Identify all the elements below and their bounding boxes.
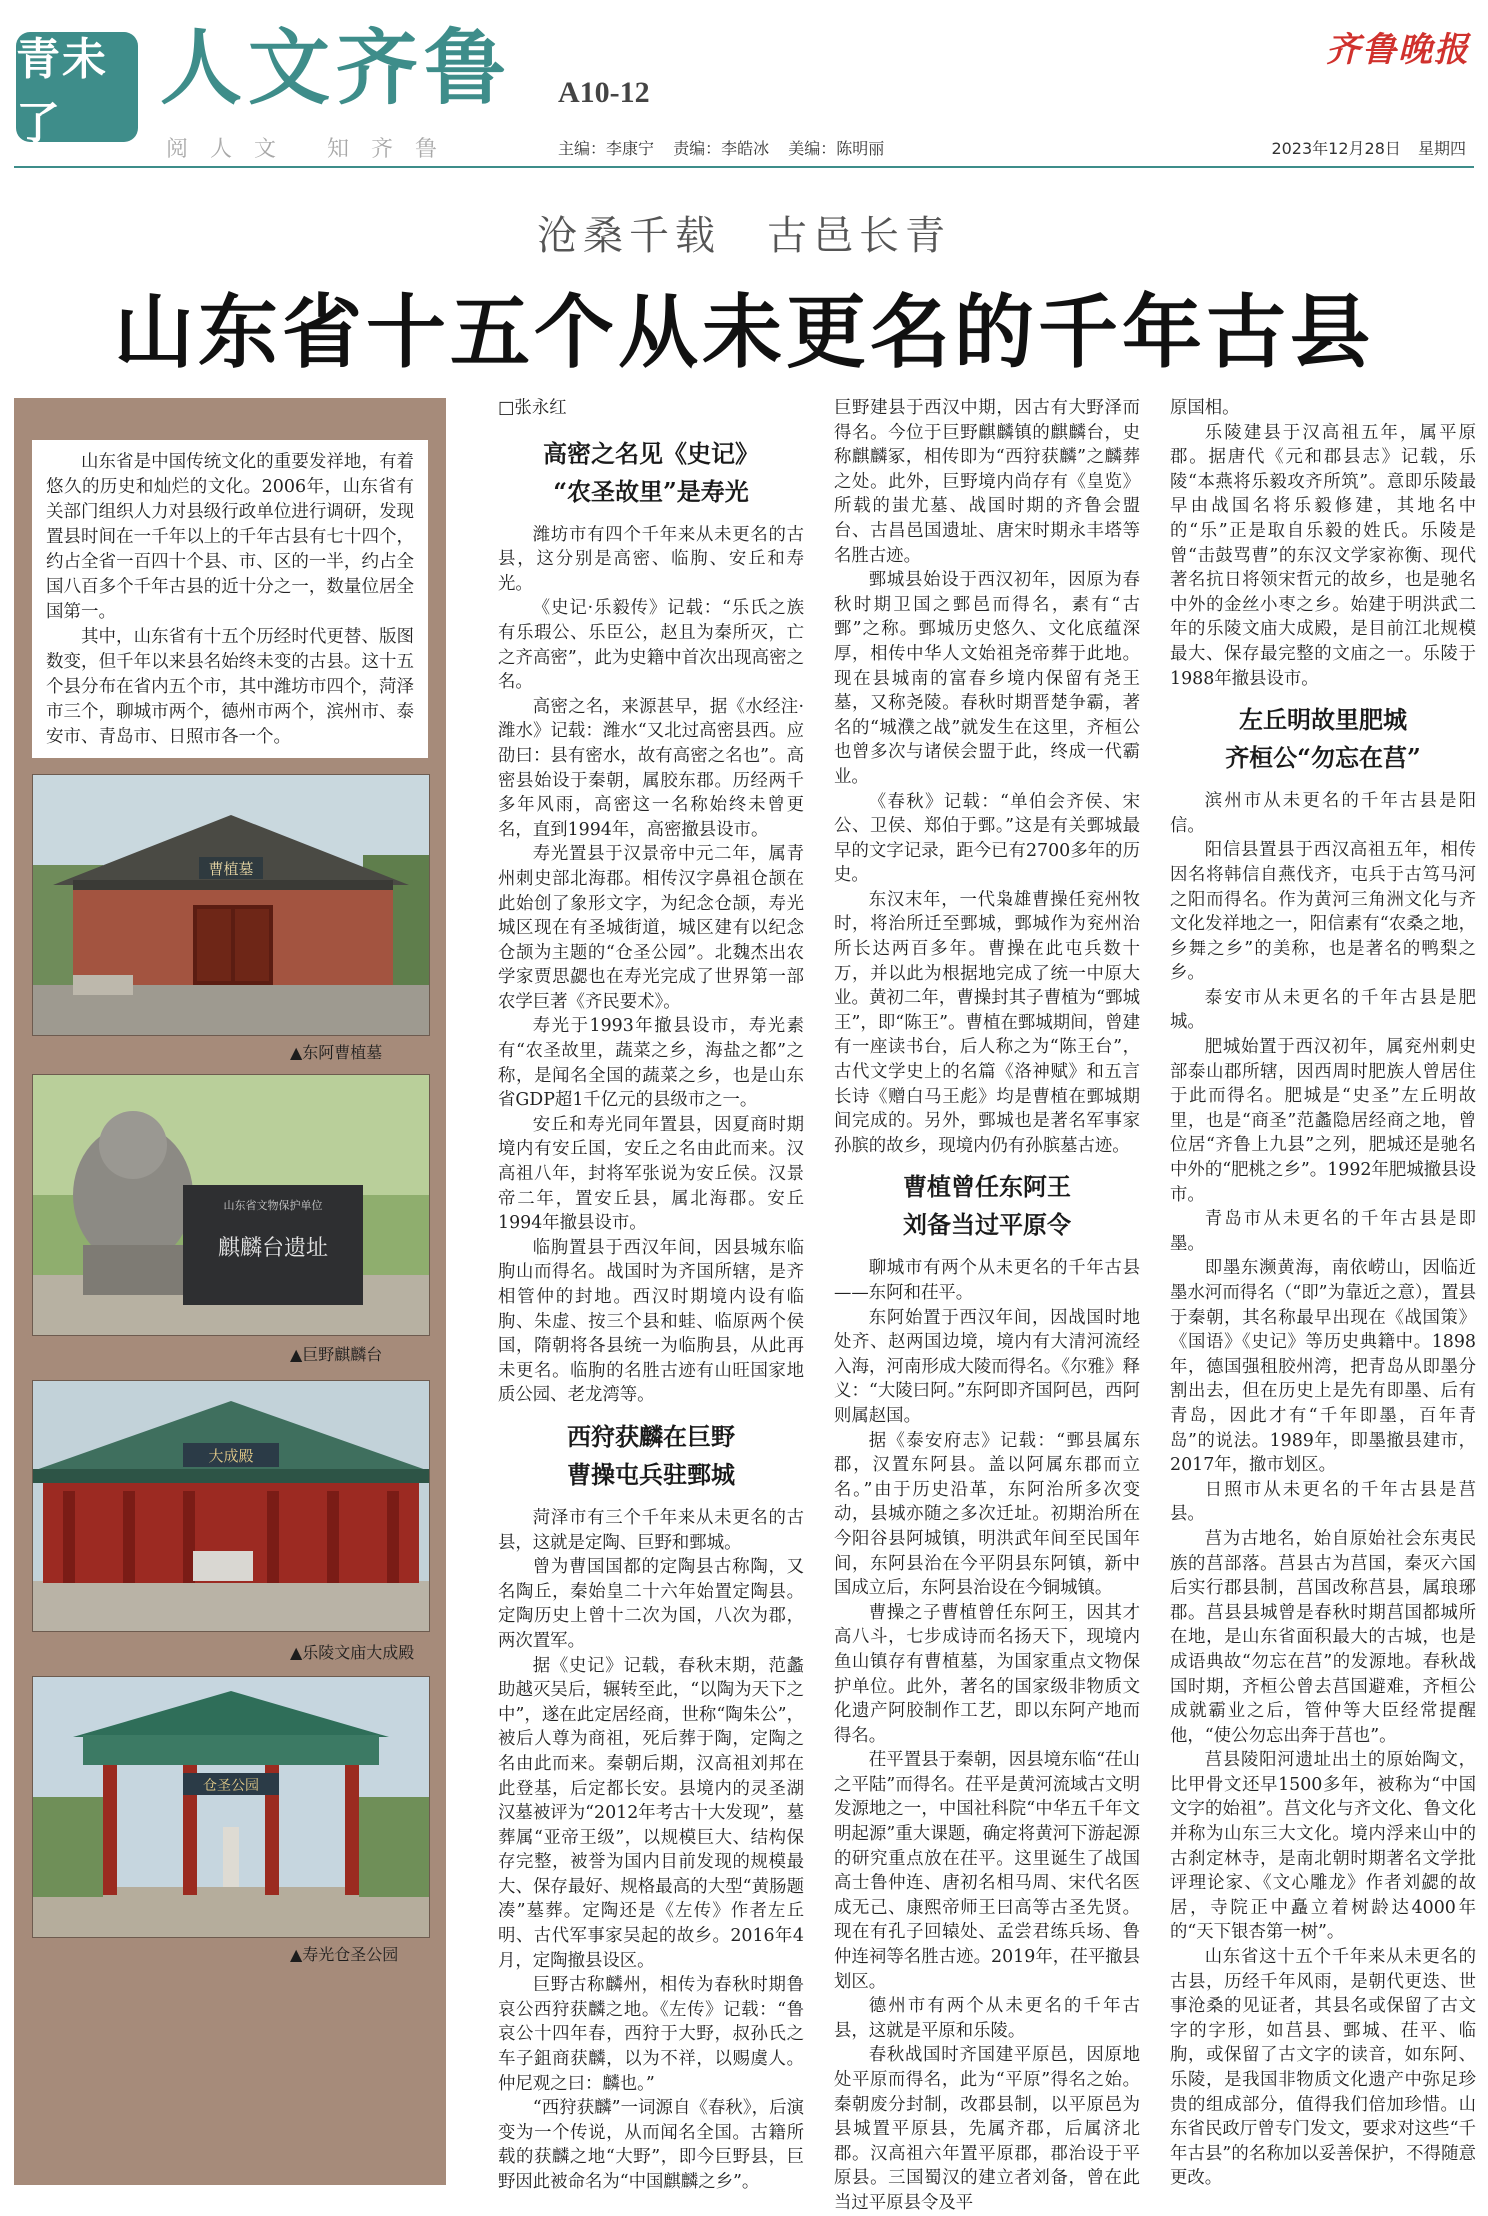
tomb-plaque-text: 曹植墓	[208, 860, 254, 878]
photo-cangsheng-park	[32, 1676, 430, 1938]
photo-caption: ▲乐陵文庙大成殿	[290, 1643, 415, 1662]
section-heading-line: 齐桓公“勿忘在莒”	[1225, 743, 1421, 773]
intro-box	[32, 440, 428, 758]
stele-title-text: 麒麟台遗址	[217, 1236, 329, 1261]
article-paragraph: 据《史记》记载，春秋末期，范蠡助越灭吴后，辗转至此，“以陶为天下之中”，遂在此定居经商，世称“陶朱公”，被后人尊为商祖，死后葬于陶，定陶之名由此而来。秦朝后期，汉高祖刘邦在此登基，后定都长安。县境内的灵圣湖汉墓被评为“2012年考古十大发现”，墓葬属“亚帝王级”，以规模巨大、结构保存完整，被誉为国内目前发现的规模最大、保存最好、规格最高的大型“黄肠题凑”墓葬。定陶还是《左传》作者左丘明、古代军事家吴起的故乡。2016年4月，定陶撤县设区。	[498, 1655, 804, 1971]
issue-date	[1259, 136, 1466, 159]
photo-caption: ▲寿光仓圣公园	[290, 1945, 399, 1964]
article-paragraph: 日照市从未更名的千年古县是莒县。	[1170, 1479, 1476, 1525]
intro-paragraph: 山东省是中国传统文化的重要发祥地，有着悠久的历史和灿烂的文化。2006年，山东省有关部门组织人力对县级行政单位进行调研，发现置县时间在一千年以上的千年古县有七十四个，约占全省一百四十个县、市、区的一半，约占全国八百多个千年古县的近十分之一，数量位居全国第一。	[46, 452, 414, 622]
photo-caozhi-tomb	[32, 774, 430, 1036]
section-heading-line: “农圣故里”是寿光	[553, 476, 749, 506]
headline-subtitle: 沧桑千载 古邑长青	[537, 213, 951, 259]
article-paragraph: 即墨东濒黄海，南依崂山，因临近墨水河而得名（“即”为靠近之意），置县于秦朝，其名称最早出现在《战国策》《国语》《史记》等历史典籍中。1898年，德国强租胶州湾，把青岛从即墨分割出去，但在历史上是先有即墨、后有青岛，因此才有“千年即墨，百年青岛”的说法。1989年，即墨撤县建市，2017年，撤市划区。	[1170, 1258, 1476, 1476]
article-paragraph-continued: 原国相。	[1170, 398, 1240, 418]
art-editor: 美编：陈明丽	[788, 139, 885, 158]
article-paragraph: 东阿始置于西汉年间，因战国时地处齐、赵两国边境，境内有大清河流经入海，河南形成大陵而得名。《尔雅》释义：“大陵曰阿。”东阿即齐国阿邑，西阿则属赵国。	[834, 1307, 1140, 1426]
archway-plaque-text: 仓圣公园	[203, 1778, 259, 1794]
article-paragraph: 高密之名，来源甚早，据《水经注·潍水》记载：潍水“又北过高密县西。应劭曰：县有密水，故有高密之名也”。高密县始设于秦朝，属胶东郡。历经两千多年风雨，高密这一名称始终未曾更名，直到1994年，高密撤县设市。	[498, 696, 804, 840]
section-heading-line: 刘备当过平原令	[903, 1210, 1071, 1240]
newspaper-name: 齐鲁晚报	[1326, 30, 1470, 70]
section-heading-line: 曹植曾任东阿王	[903, 1172, 1071, 1202]
article-paragraph: 鄄城县始设于西汉初年，因原为春秋时期卫国之鄄邑而得名，素有“古鄄”之称。鄄城历史悠久、文化底蕴深厚，相传中华人文始祖尧帝葬于此地。现在县城南的富春乡境内保留有尧王墓，又称尧陵。春秋时期晋楚争霸，著名的“城濮之战”就发生在这里，齐桓公也曾多次与诸侯会盟于此，终成一代霸业。	[834, 570, 1140, 787]
article-paragraph: 春秋战国时齐国建平原邑，因原地处平原而得名，此为“平原”得名之始。秦朝废分封制，改郡县制，以平原邑为县城置平原县，先属齐郡，后属济北郡。汉高祖六年置平原郡，郡治设于平原县。三国蜀汉的建立者刘备，曾在此当过平原县令及平	[834, 2045, 1140, 2213]
date: 2023年12月28日	[1271, 139, 1401, 158]
hall-plaque-text: 大成殿	[208, 1447, 254, 1465]
article-paragraph: 德州市有两个从未更名的千年古县，这就是平原和乐陵。	[834, 1996, 1140, 2041]
tomb-gate-image	[33, 775, 429, 1035]
article-paragraph: 青岛市从未更名的千年古县是即墨。	[1170, 1209, 1476, 1254]
section-heading-line: 高密之名见《史记》	[543, 438, 759, 468]
article-paragraph: 《史记·乐毅传》记载：“乐氏之族有乐瑕公、乐臣公，赵且为秦所灭，亡之齐高密”，此为史籍中首次出现高密之名。	[498, 598, 804, 693]
photo-qilin-terrace	[32, 1074, 430, 1336]
weekday: 星期四	[1417, 139, 1466, 158]
section-heading-line: 左丘明故里肥城	[1239, 705, 1407, 735]
section-title: 人文齐鲁	[160, 20, 513, 116]
responsible-editor: 责编：李皓冰	[673, 139, 770, 158]
stele-small-text: 山东省文物保护单位	[223, 1199, 323, 1212]
masthead-divider	[14, 166, 1474, 168]
section-heading-line: 西狩获麟在巨野	[567, 1421, 735, 1451]
article-paragraph: 寿光于1993年撤县设市，寿光素有“农圣故里，蔬菜之乡，海盐之都”之称，是闻名全国的蔬菜之乡，也是山东省GDP超1千亿元的县级市之一。	[498, 1016, 804, 1111]
article-paragraph: 《春秋》记载：“单伯会齐侯、宋公、卫侯、郑伯于鄄。”这是有关鄄城最早的文字记录，距今已有2700多年的历史。	[834, 791, 1140, 886]
chief-editor: 主编：李康宁	[558, 139, 655, 158]
page-number: A10-12	[558, 76, 650, 109]
section-heading	[834, 1168, 1140, 1244]
article-column-3	[1170, 396, 1476, 2191]
article-paragraph: 巨野古称麟州，相传为春秋时期鲁哀公西狩获麟之地。《左传》记载：“鲁哀公十四年春，西狩于大野，叔孙氏之车子鉏商获麟，以为不祥，以赐虞人。仲尼观之曰：麟也。”	[498, 1975, 804, 2094]
article-paragraph: 滨州市从未更名的千年古县是阳信。	[1170, 791, 1476, 836]
article-paragraph: 据《泰安府志》记载：“鄄县属东郡，汉置东阿县。盖以阿属东郡而立名。”由于历史沿革，东阿治所多次变动，县城亦随之多次迁址。初期治所在今阳谷县阿城镇，明洪武年间至民国年间，东阿县治在今平阴县东阿镇，新中国成立后，东阿县治设在今铜城镇。	[834, 1430, 1140, 1599]
article-paragraph: 肥城始置于西汉初年，属兖州刺史部泰山郡所辖，因西周时肥族人曾居住于此而得名。肥城是“史圣”左丘明故里，也是“商圣”范蠡隐居经商之地，曾位居“齐鲁上九县”之列，肥城还是驰名中外的“肥桃之乡”。1992年肥城撤县设市。	[1170, 1037, 1476, 1205]
article-paragraph: 菏泽市有三个千年来从未更名的古县，这就是定陶、巨野和鄄城。	[498, 1507, 804, 1553]
article-paragraph: 山东省这十五个千年来从未更名的古县，历经千年风雨，是朝代更迭、世事沧桑的见证者，其县名或保留了古文字的字形，如莒县、鄄城、茌平、临朐，或保留了古文字的读音，如东阿、乐陵，是我国非物质文化遗产中弥足珍贵的组成部分，值得我们倍加珍惜。山东省民政厅曾专门发文，要求对这些“千年古县”的名称加以妥善保护，不得随意更改。	[1170, 1947, 1476, 2189]
photo-caption: ▲巨野麒麟台	[290, 1345, 383, 1364]
brand-logo: 青未了	[16, 32, 138, 142]
editor-credits	[558, 136, 898, 159]
article-paragraph: 曾为曹国国都的定陶县古称陶，又名陶丘，秦始皇二十六年始置定陶县。定陶历史上曾十二次为国，八次为郡，两次置军。	[498, 1557, 804, 1651]
article-paragraph: 茌平置县于秦朝，因县境东临“茌山之平陆”而得名。茌平是黄河流域古文明发源地之一，中国社科院“中华五千年文明起源”重大课题，确定将黄河下游起源的研究重点放在茌平。这里诞生了战国高士鲁仲连、唐初名相马周、宋代名医成无己、康熙帝师王曰高等古圣先贤。现在有孔子回辕处、孟尝君练兵场、鲁仲连祠等名胜古迹。2019年，茌平撤县划区。	[834, 1750, 1140, 1992]
article-paragraph: 临朐置县于西汉年间，因县城东临朐山而得名。战国时为齐国所辖，是齐相管仲的封地。西汉时期境内设有临朐、朱虚、按三个县和蛙、临原两个侯国，隋朝将各县统一为临朐县，从此再未更名。临朐的名胜古迹有山旺国家地质公园、老龙湾等。	[498, 1237, 804, 1406]
article-paragraph: 潍坊市有四个千年来从未更名的古县，这分别是高密、临朐、安丘和寿光。	[498, 524, 804, 594]
article-paragraph: 泰安市从未更名的千年古县是肥城。	[1170, 987, 1476, 1033]
article-paragraph: 莒为古地名，始自原始社会东夷民族的莒部落。莒县古为莒国，秦灭六国后实行郡县制，莒国改称莒县，属琅琊郡。莒县县城曾是春秋时期莒国都城所在地，是山东省面积最大的古城，也是成语典故“勿忘在莒”的发源地。春秋战国时期，齐桓公曾去莒国避难，齐桓公成就霸业之后，管仲等大臣经常提醒他，“使公勿忘出奔于莒也”。	[1170, 1528, 1476, 1746]
dacheng-hall-image	[33, 1381, 429, 1631]
section-heading	[498, 1418, 804, 1494]
article-paragraph: 莒县陵阳河遗址出土的原始陶文，比甲骨文还早1500多年，被称为“中国文字的始祖”。莒文化与齐文化、鲁文化并称为山东三大文化。境内浮来山中的古刹定林寺，是南北朝时期著名文学批评理论家、《文心雕龙》作者刘勰的故居，寺院正中矗立着树龄达4000年的“天下银杏第一树”。	[1170, 1750, 1476, 1943]
article-paragraph: 阳信县置县于西汉高祖五年，相传因名将韩信自燕伐齐，屯兵于古笃马河之阳而得名。作为黄河三角洲文化与齐文化发祥地之一，阳信素有“农桑之地，乡舞之乡”的美称，也是著名的鸭梨之乡。	[1170, 840, 1476, 984]
article-paragraph: 安丘和寿光同年置县，因夏商时期境内有安丘国，安丘之名由此而来。汉高祖八年，封将军张说为安丘侯。汉景帝二年，置安丘县，属北海郡。安丘1994年撤县设市。	[498, 1114, 804, 1234]
section-heading	[498, 435, 804, 511]
article-paragraph: 寿光置县于汉景帝中元二年，属青州刺史部北海郡。相传汉字鼻祖仓颉在此始创了象形文字，为纪念仓颉，寿光城区现在有圣城街道，城区建有以纪念仓颉为主题的“仓圣公园”。北魏杰出农学家贾思勰也在寿光完成了世界第一部农学巨著《齐民要术》。	[498, 844, 804, 1012]
article-paragraph: 东汉末年，一代枭雄曹操任兖州牧时，将治所迁至鄄城，鄄城作为兖州治所长达两百多年。曹操在此屯兵数十万，并以此为根据地完成了统一中原大业。黄初二年，曹操封其子曹植为“鄄城王”，即“陈王”。曹植在鄄城期间，曾建有一座读书台，后人称之为“陈王台”，古代文学史上的名篇《洛神赋》和五言长诗《赠白马王彪》均是曹植在鄄城期间完成的。另外，鄄城也是著名军事家孙膑的故乡，现境内仍有孙膑墓古迹。	[834, 889, 1140, 1156]
article-column-1	[498, 396, 804, 2195]
park-archway-image	[33, 1677, 429, 1937]
byline: □张永红	[498, 398, 567, 418]
qilin-stele-image	[33, 1075, 429, 1335]
section-heading	[1170, 701, 1476, 777]
photo-confucian-temple	[32, 1380, 430, 1632]
headline-title: 山东省十五个从未更名的千年古县	[114, 285, 1374, 379]
article-paragraph-continued: 巨野建县于西汉中期，因古有大野泽而得名。今位于巨野麒麟镇的麒麟台，史称麒麟冢，相传即为“西狩获麟”之麟葬之处。此外，巨野境内尚存有《皇览》所载的蚩尤墓、战国时期的齐鲁会盟台、古昌邑国遗址、唐宋时期永丰塔等名胜古迹。	[834, 398, 1140, 566]
section-heading-line: 曹操屯兵驻鄄城	[567, 1459, 735, 1489]
article-column-2	[834, 396, 1140, 2216]
photo-caption: ▲东阿曹植墓	[290, 1043, 383, 1062]
section-slogan: 阅人文 知齐鲁	[166, 137, 459, 162]
article-paragraph: 曹操之子曹植曾任东阿王，因其才高八斗，七步成诗而名扬天下，现境内鱼山镇存有曹植墓，为国家重点文物保护单位。此外，著名的国家级非物质文化遗产阿胶制作工艺，即以东阿产地而得名。	[834, 1602, 1140, 1746]
intro-paragraph: 其中，山东省有十五个历经时代更替、版图数变，但千年以来县名始终未变的古县。这十五个县分布在省内五个市，其中潍坊市四个，菏泽市三个，聊城市两个，德州市两个，滨州市、泰安市、青岛市、日照市各一个。	[46, 627, 414, 747]
article-paragraph: “西狩获麟”一词源自《春秋》，后演变为一个传说，从而闻名全国。古籍所载的获麟之地“大野”，即今巨野县，巨野因此被命名为“中国麒麟之乡”。	[498, 2098, 804, 2192]
article-paragraph: 乐陵建县于汉高祖五年，属平原郡。据唐代《元和郡县志》记载，乐陵“本燕将乐毅攻齐所筑”。意即乐陵最早由战国名将乐毅修建，其地名中的“乐”正是取自乐毅的姓氏。乐陵是曾“击鼓骂曹”的东汉文学家祢衡、现代著名抗日将领宋哲元的故乡，也是驰名中外的金丝小枣之乡。始建于明洪武二年的乐陵文庙大成殿，是目前江北规模最大、保存最完整的文庙之一。乐陵于1988年撤县设市。	[1170, 422, 1476, 689]
article-paragraph: 聊城市有两个从未更名的千年古县——东阿和茌平。	[834, 1258, 1140, 1303]
